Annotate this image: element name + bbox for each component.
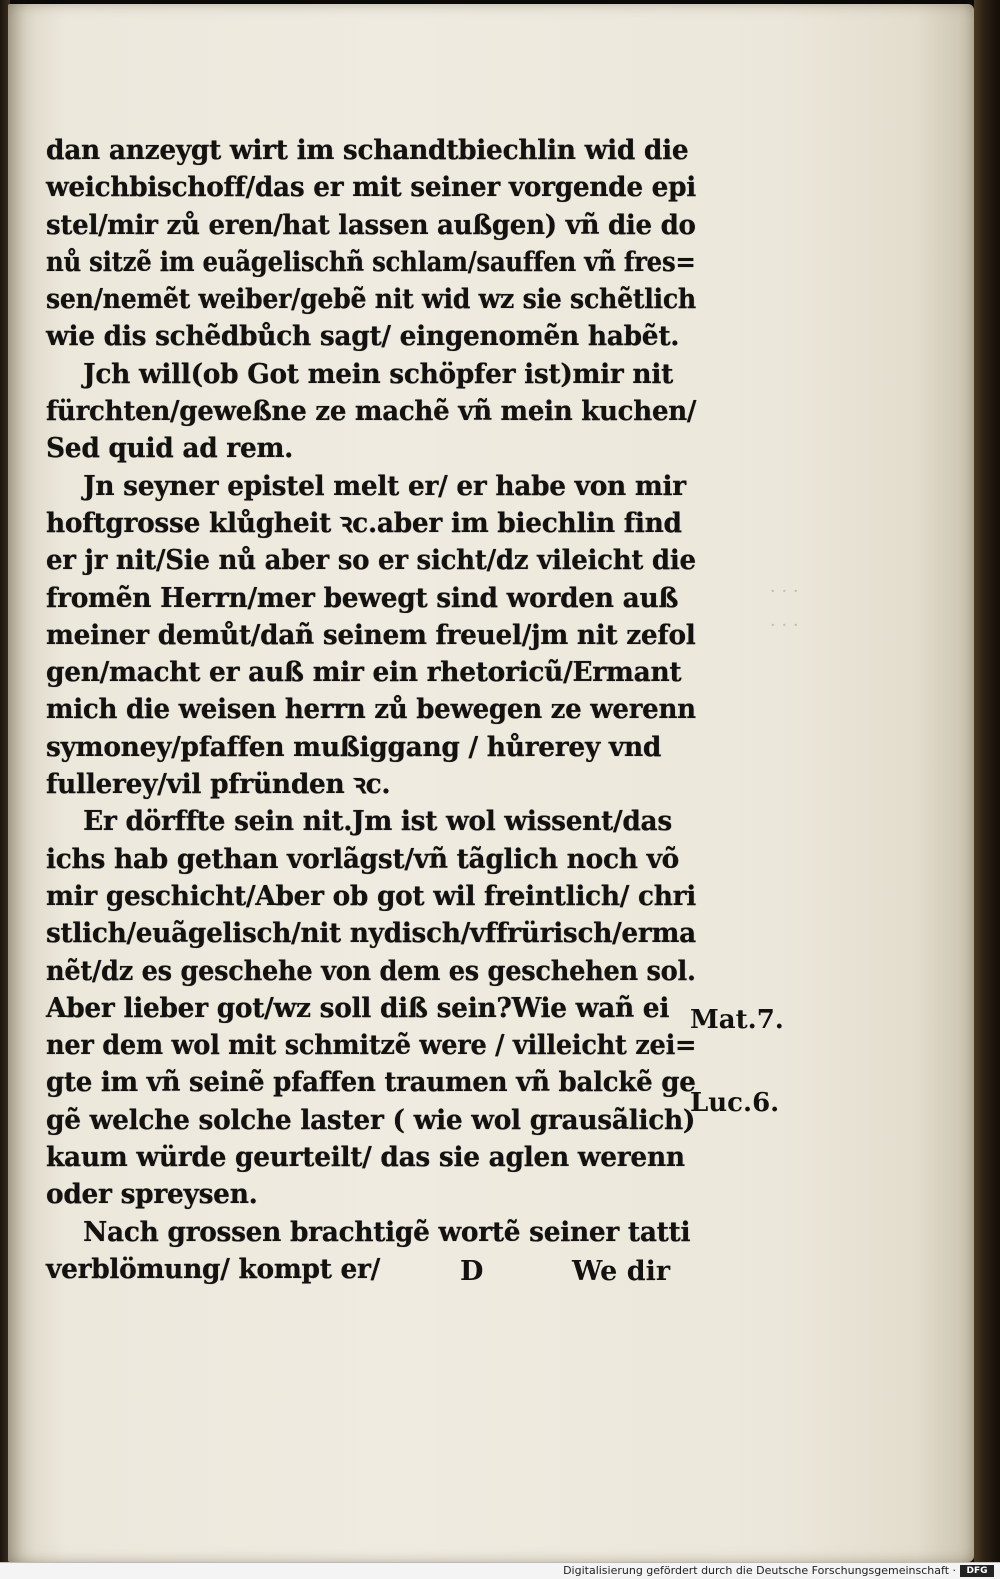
text-line: stlich/euãgelisch/nit nydisch/vffrürisch/erma <box>46 918 696 950</box>
text-line: mich die weisen herrn zů bewegen ze werenn <box>46 694 696 726</box>
text-line: kaum würde geurteilt/ das sie aglen werenn <box>46 1142 685 1174</box>
text-line: gte im vñ seinẽ pfaffen traumen vñ balckẽ ge <box>46 1067 696 1099</box>
text-line: ner dem wol mit schmitzẽ were / villeicht zei= <box>46 1030 697 1062</box>
dfg-logo: DFG <box>960 1565 994 1577</box>
book-edge <box>974 0 1000 1562</box>
text-line: meiner demůt/dañ seinem freuel/jm nit zefol <box>46 619 696 651</box>
body-text <box>46 132 710 1288</box>
text-line: Jch will(ob Got mein schöpfer ist)mir nit <box>83 358 673 390</box>
text-line: weichbischoff/das er mit seiner vorgende epi <box>46 172 697 204</box>
text-line: stel/mir zů eren/hat lassen außgen) vñ die do <box>46 209 696 241</box>
text-line: Jn seyner epistel melt er/ er habe von mir <box>83 470 686 502</box>
bleed-through-marks: · · · · · · <box>770 581 799 636</box>
text-line: symoney/pfaffen mußiggang / hůrerey vnd <box>46 731 662 763</box>
text-line: fürchten/geweßne ze machẽ vñ mein kuchen/ <box>46 396 697 428</box>
text-line: gen/macht er auß mir ein rhetoricũ/Ermant <box>46 657 682 689</box>
text-line: verblömung/ kompt er/ <box>46 1253 381 1285</box>
text-line: mir geschicht/Aber ob got wil freintlich/ chri <box>46 880 696 912</box>
signature-mark: D <box>460 1256 484 1287</box>
margin-note-matthew: Mat.7. <box>690 1005 784 1035</box>
text-line: dan anzeygt wirt im schandtbiechlin wid die <box>46 135 689 166</box>
footer-bar <box>0 1562 1000 1579</box>
catchword: We dir <box>572 1256 671 1287</box>
text-line: Sed quid ad rem. <box>46 433 294 465</box>
text-line: hoftgrosse klůgheit ꝛc.aber im biechlin find <box>46 507 682 539</box>
text-line: Aber lieber got/wz soll diß sein?Wie wañ ei <box>46 992 670 1024</box>
funding-notice: Digitalisierung gefördert durch die Deutsche Forschungsgemeinschaft · <box>563 1564 956 1577</box>
text-line: Er dörffte sein nit.Jm ist wol wissent/das <box>83 806 672 838</box>
text-line: gẽ welche solche laster ( wie wol grausãlich) <box>46 1104 696 1136</box>
text-line: oder spreysen. <box>46 1179 258 1211</box>
text-line: nů sitzẽ im euãgelischñ schlam/sauffen vñ fres= <box>46 246 696 278</box>
text-line: sen/nemẽt weiber/gebẽ nit wid wz sie schẽtlich <box>46 284 696 316</box>
text-line: fromẽn Herrn/mer bewegt sind worden auß <box>46 582 679 614</box>
text-line: wie dis schẽdbůch sagt/ eingenomẽn habẽt. <box>46 321 680 353</box>
text-line: er jr nit/Sie nů aber so er sicht/dz vileicht die <box>46 545 696 577</box>
text-line: fullerey/vil pfründen ꝛc. <box>46 769 391 801</box>
margin-note-luke: Luc.6. <box>690 1088 780 1118</box>
text-line: nẽt/dz es geschehe von dem es geschehen sol. <box>46 955 696 987</box>
text-line: ichs hab gethan vorlãgst/vñ tãglich noch võ <box>46 843 679 875</box>
text-line: Nach grossen brachtigẽ wortẽ seiner tatti <box>83 1216 691 1248</box>
